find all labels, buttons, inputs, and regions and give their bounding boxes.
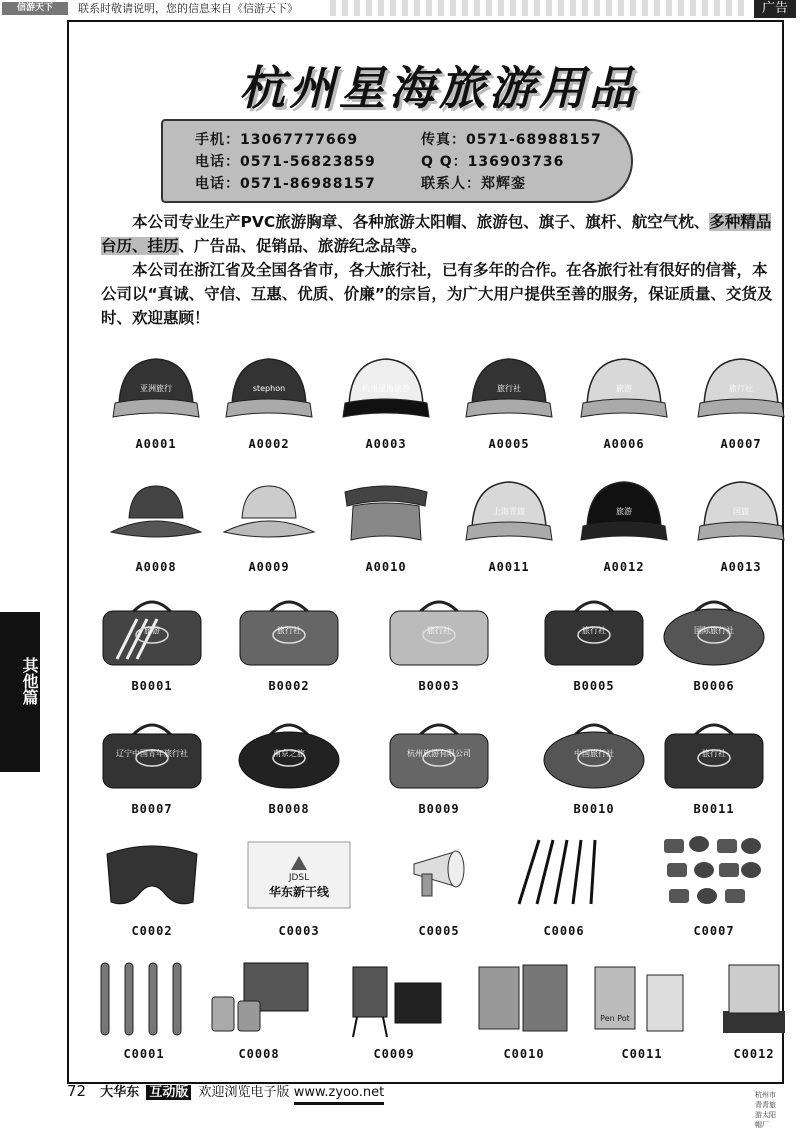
product-code: C0007: [693, 924, 735, 938]
product-code: A0009: [248, 560, 290, 574]
product-a0010: [331, 470, 441, 574]
publication-logo: 信游天下: [2, 2, 68, 15]
svg-text:旅行社: 旅行社: [729, 384, 753, 393]
product-a0013: [686, 470, 796, 574]
product-image: [454, 470, 564, 556]
product-code: C0012: [733, 1047, 775, 1061]
product-code: A0013: [720, 560, 762, 574]
contact-qq: Q Q：136903736: [421, 154, 565, 170]
product-a0011: [454, 470, 564, 574]
svg-text:国际旅行社: 国际旅行社: [694, 626, 734, 635]
product-image: [699, 957, 800, 1043]
product-b0008: [234, 712, 344, 816]
product-image: [659, 712, 769, 798]
product-b0011: [659, 712, 769, 816]
product-code: A0003: [365, 437, 407, 451]
product-code: C0006: [543, 924, 585, 938]
svg-text:旅行社: 旅行社: [582, 626, 606, 635]
product-code: A0010: [365, 560, 407, 574]
product-code: B0001: [131, 679, 173, 693]
intro-highlight: 多种精品台历、挂历: [101, 213, 772, 255]
source-note: 联系时敬请说明，您的信息来自《信游天下》: [78, 2, 298, 15]
product-code: C0001: [123, 1047, 165, 1061]
product-image: [587, 957, 697, 1043]
product-image: [97, 712, 207, 798]
ad-label: 广告: [754, 0, 796, 18]
product-image: [539, 589, 649, 675]
footer-brand: 大华东: [100, 1085, 140, 1100]
product-c0009: [339, 957, 449, 1061]
product-image: [384, 712, 494, 798]
svg-text:辽宁中国青年旅行社: 辽宁中国青年旅行社: [116, 749, 188, 758]
product-image: [569, 470, 679, 556]
product-code: C0008: [238, 1047, 280, 1061]
product-code: C0002: [131, 924, 173, 938]
product-code: C0005: [418, 924, 460, 938]
product-code: A0012: [603, 560, 645, 574]
product-image: [101, 347, 211, 433]
contact-box: [161, 119, 633, 203]
product-b0009: [384, 712, 494, 816]
product-b0010: [539, 712, 649, 816]
product-code: C0011: [621, 1047, 663, 1061]
product-code: B0003: [418, 679, 460, 693]
product-b0002: [234, 589, 344, 693]
product-code: A0006: [603, 437, 645, 451]
product-b0007: [97, 712, 207, 816]
product-a0012: [569, 470, 679, 574]
product-a0005: [454, 347, 564, 451]
product-code: B0006: [693, 679, 735, 693]
product-image: [89, 957, 199, 1043]
footer-text: 欢迎浏览电子版: [198, 1085, 290, 1100]
product-image: [244, 834, 354, 920]
product-b0001: [97, 589, 207, 693]
product-image: [234, 712, 344, 798]
svg-text:杭州星海旅游: 杭州星海旅游: [362, 384, 410, 393]
product-b0005: [539, 589, 649, 693]
product-code: B0005: [573, 679, 615, 693]
company-name: 杭州星海旅游用品: [239, 61, 639, 115]
page-number: 72: [67, 1082, 87, 1100]
product-code: A0011: [488, 560, 530, 574]
product-code: C0010: [503, 1047, 545, 1061]
intro-paragraph-1: [101, 210, 781, 258]
product-a0009: [214, 470, 324, 574]
product-image: [97, 589, 207, 675]
product-code: A0008: [135, 560, 177, 574]
product-code: B0010: [573, 802, 615, 816]
contact-fax: 传真：0571-68988157: [421, 132, 602, 148]
svg-text:Pen Pot: Pen Pot: [600, 1014, 630, 1023]
svg-text:南京之旅: 南京之旅: [273, 749, 305, 758]
svg-text:stephon: stephon: [252, 384, 286, 393]
product-c0012: [699, 957, 800, 1061]
product-code: A0005: [488, 437, 530, 451]
svg-text:旅游: 旅游: [616, 384, 632, 393]
product-image: [331, 347, 441, 433]
product-image: [569, 347, 679, 433]
svg-text:亚洲旅行: 亚洲旅行: [140, 384, 172, 393]
top-bar: [0, 0, 800, 18]
contact-person: 联系人：郑辉銮: [421, 176, 526, 192]
product-image: [659, 834, 769, 920]
product-code: A0001: [135, 437, 177, 451]
product-image: [539, 712, 649, 798]
contact-mobile: 手机：13067777669: [195, 132, 359, 148]
product-c0005: [384, 834, 494, 938]
product-c0011: [587, 957, 697, 1061]
product-image: [509, 834, 619, 920]
page-footer: [67, 1082, 384, 1100]
product-b0006: [659, 589, 769, 693]
product-a0002: [214, 347, 324, 451]
product-a0008: [101, 470, 211, 574]
intro-text-a: 本公司专业生产PVC旅游胸章、各种旅游太阳帽、旅游包、旗子、旗杆、航空气枕、: [132, 213, 710, 231]
checker-decoration: [330, 0, 750, 16]
photo-credit: 杭州市青青旅游太阳帽厂: [755, 1091, 776, 1129]
svg-text:JDSL: JDSL: [288, 873, 310, 883]
product-image: [454, 347, 564, 433]
product-image: [97, 834, 207, 920]
product-code: B0011: [693, 802, 735, 816]
section-side-tab-label: 其他篇: [20, 657, 39, 705]
contact-phone-1: 电话：0571-56823859: [195, 154, 376, 170]
intro-paragraph-2: 本公司在浙江省及全国各省市，各大旅行社，已有多年的合作。在各旅行社有很好的信誉，本公司以“真诚、守信、互惠、优质、价廉”的宗旨，为广大用户提供至善的服务，保证质量、交货及时、欢迎惠顾！: [101, 261, 773, 327]
product-code: B0008: [268, 802, 310, 816]
product-c0007: [659, 834, 769, 938]
product-c0008: [204, 957, 314, 1061]
svg-text:旅行社: 旅行社: [277, 626, 301, 635]
product-image: [331, 470, 441, 556]
footer-badge: 互动版: [146, 1085, 191, 1100]
svg-text:国旅: 国旅: [733, 507, 749, 516]
product-b0003: [384, 589, 494, 693]
product-code: B0007: [131, 802, 173, 816]
product-image: [204, 957, 314, 1043]
svg-text:杭州旅游有限公司: 杭州旅游有限公司: [407, 749, 471, 758]
svg-text:上海青旅: 上海青旅: [493, 507, 525, 516]
product-a0007: [686, 347, 796, 451]
product-image: [384, 834, 494, 920]
product-c0006: [509, 834, 619, 938]
product-code: A0002: [248, 437, 290, 451]
product-code: A0007: [720, 437, 762, 451]
product-a0001: [101, 347, 211, 451]
product-image: [686, 347, 796, 433]
contact-phone-2: 电话：0571-86988157: [195, 176, 376, 192]
product-image: [469, 957, 579, 1043]
product-c0001: [89, 957, 199, 1061]
svg-text:旅行社: 旅行社: [702, 749, 726, 758]
footer-url[interactable]: www.zyoo.net: [294, 1084, 385, 1105]
svg-text:旅游: 旅游: [616, 507, 632, 516]
svg-text:华东新干线: 华东新干线: [268, 885, 330, 899]
product-image: [234, 589, 344, 675]
product-a0003: [331, 347, 441, 451]
company-intro: [101, 210, 781, 330]
product-image: [214, 470, 324, 556]
product-c0003: [244, 834, 354, 938]
product-code: C0009: [373, 1047, 415, 1061]
product-image: [214, 347, 324, 433]
product-a0006: [569, 347, 679, 451]
intro-text-c: 、广告品、促销品、旅游纪念品等。: [178, 237, 427, 255]
product-image: [101, 470, 211, 556]
product-image: [659, 589, 769, 675]
product-c0010: [469, 957, 579, 1061]
svg-text:旅行社: 旅行社: [497, 384, 521, 393]
product-image: [686, 470, 796, 556]
product-image: [339, 957, 449, 1043]
product-code: C0003: [278, 924, 320, 938]
svg-text:旅行社: 旅行社: [427, 626, 451, 635]
svg-text:旅游: 旅游: [144, 626, 160, 635]
product-code: B0009: [418, 802, 460, 816]
product-code: B0002: [268, 679, 310, 693]
product-c0002: [97, 834, 207, 938]
section-side-tab: [0, 612, 40, 772]
svg-text:中国旅行社: 中国旅行社: [574, 749, 614, 758]
product-image: [384, 589, 494, 675]
